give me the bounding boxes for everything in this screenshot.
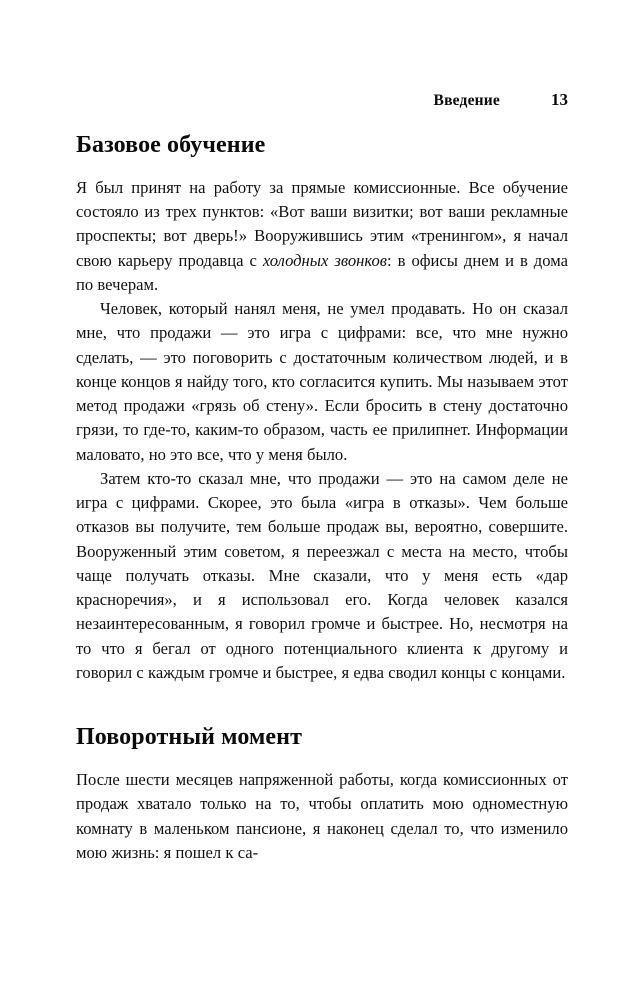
paragraph-1	[76, 176, 568, 297]
text-column	[76, 132, 568, 865]
paragraph-1-tail: : в офисы днем и в дома по вечерам.	[76, 250, 568, 294]
page-number: 13	[551, 90, 568, 109]
paragraph-4: После шести месяцев напряженной работы, когда комиссионных от продаж хватало только на то, чтобы оплатить мою одноместную комнату в маленьком пансионе, я наконец сделал то, что изменило мою жизнь: я пошел к са-	[76, 770, 568, 862]
section-heading-turning-point: Поворотный момент	[76, 724, 302, 751]
paragraph-3: Затем кто-то сказал мне, что продажи — это на самом деле не игра с цифрами. Скорее, это была «игра в отказы». Чем больше отказов вы получите, тем больше продаж вы, вероятно, совершите. Вооруженный этим советом, я переезжал с места на место, чтобы чаще получать отказы. Мне сказали, что у меня есть «дар красноречия», и я использовал его. Когда человек казался незаинтересованным, я говорил громче и быстрее. Но, несмотря на то что я бегал от одного потенциального клиента к другому и говорил с каждым громче и быстрее, я едва сводил концы с концами.	[76, 468, 568, 682]
section-heading-basic-training: Базовое обучение	[76, 132, 266, 158]
paragraph-1-emphasis: холодных звонков	[262, 250, 388, 270]
running-head	[76, 90, 568, 112]
paragraph-1-lead: Я был принят на работу за прямые комиссионные. Все обучение состояло из трех пунктов: «Вот ваши визитки; вот ваши рекламные проспекты; вот дверь!» Вооружившись этим «тренингом», я начал свою карьеру продавца с	[76, 177, 568, 270]
paragraph-2: Человек, который нанял меня, не умел продавать. Но он сказал мне, что продажи — это игра с цифрами: все, что мне нужно сделать, — это поговорить с достаточным количеством людей, и в конце концов я найду того, кто согласится купить. Мы называем этот метод продажи «грязь об стену». Если бросить в стену достаточно грязи, то где-то, каким-то образом, часть ее прилипнет. Информации маловато, но это все, что у меня было.	[76, 299, 568, 464]
running-head-title: Введение	[433, 92, 500, 109]
